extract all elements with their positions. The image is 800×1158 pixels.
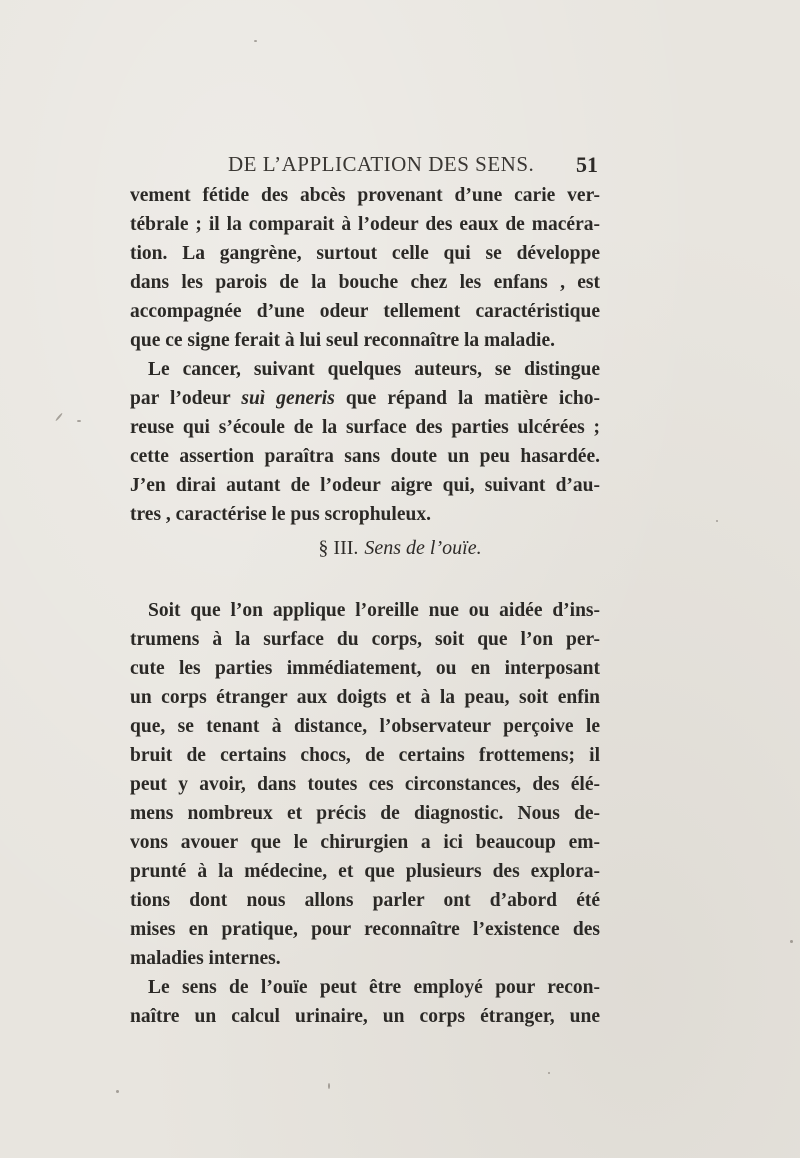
text-line: tion. La gangrène, surtout celle qui se développe <box>130 243 600 264</box>
text-line: dans les parois de la bouche chez les enfans , est <box>130 272 600 293</box>
text-line: reuse qui s’écoule de la surface des parties ulcérées ; <box>130 417 600 438</box>
text-block-odors <box>130 181 600 529</box>
text-line: vement fétide des abcès provenant d’une carie ver- <box>130 185 600 206</box>
section-mark: § <box>318 537 329 559</box>
section-title: Sens de l’ouïe. <box>364 537 482 559</box>
text-line: peut y avoir, dans toutes ces circonstances, des élé- <box>130 774 600 795</box>
text-line: que ce signe ferait à lui seul reconnaître la maladie. <box>130 330 555 351</box>
text-line: mens nombreux et précis de diagnostic. Nous de- <box>130 803 600 824</box>
text-line: naître un calcul urinaire, un corps étranger, une <box>130 1006 600 1027</box>
text-line: Soit que l’on applique l’oreille nue ou aidée d’ins- <box>148 600 600 621</box>
text-line: trumens à la surface du corps, soit que l’on per- <box>130 629 600 650</box>
text-line: maladies internes. <box>130 948 281 969</box>
text-block-hearing <box>130 596 600 1031</box>
text-line: cute les parties immédiatement, ou en interposant <box>130 658 600 679</box>
text-line: un corps étranger aux doigts et à la peau, soit enfin <box>130 687 600 708</box>
text-segment: que répand la matière icho- <box>334 388 600 409</box>
text-line: bruit de certains chocs, de certains frottemens; il <box>130 745 600 766</box>
text-line: J’en dirai autant de l’odeur aigre qui, suivant d’au- <box>130 475 600 496</box>
text-line: vons avouer que le chirurgien a ici beaucoup em- <box>130 832 600 853</box>
text-line: cette assertion paraîtra sans doute un peu hasardée. <box>130 446 600 467</box>
text-line-with-italic <box>130 384 600 413</box>
page-number: 51 <box>576 152 598 177</box>
section-number: III. <box>333 537 359 559</box>
italic-phrase: suì generis <box>241 388 335 409</box>
text-line: tres , caractérise le pus scrophuleux. <box>130 504 431 525</box>
section-heading <box>0 537 800 560</box>
text-line: tébrale ; il la comparait à l’odeur des eaux de macéra- <box>130 214 600 235</box>
text-line: prunté à la médecine, et que plusieurs des explora- <box>130 861 600 882</box>
text-line: Le cancer, suivant quelques auteurs, se distingue <box>148 359 600 380</box>
text-line: que, se tenant à distance, l’observateur perçoive le <box>130 716 600 737</box>
text-line: accompagnée d’une odeur tellement caractéristique <box>130 301 600 322</box>
page-header <box>0 150 800 180</box>
text-line: mises en pratique, pour reconnaître l’existence des <box>130 919 600 940</box>
text-line: tions dont nous allons parler ont d’abord été <box>130 890 600 911</box>
text-segment: par l’odeur <box>130 388 242 409</box>
running-title: DE L’APPLICATION DES SENS. <box>228 152 535 176</box>
text-line: Le sens de l’ouïe peut être employé pour recon- <box>148 977 600 998</box>
